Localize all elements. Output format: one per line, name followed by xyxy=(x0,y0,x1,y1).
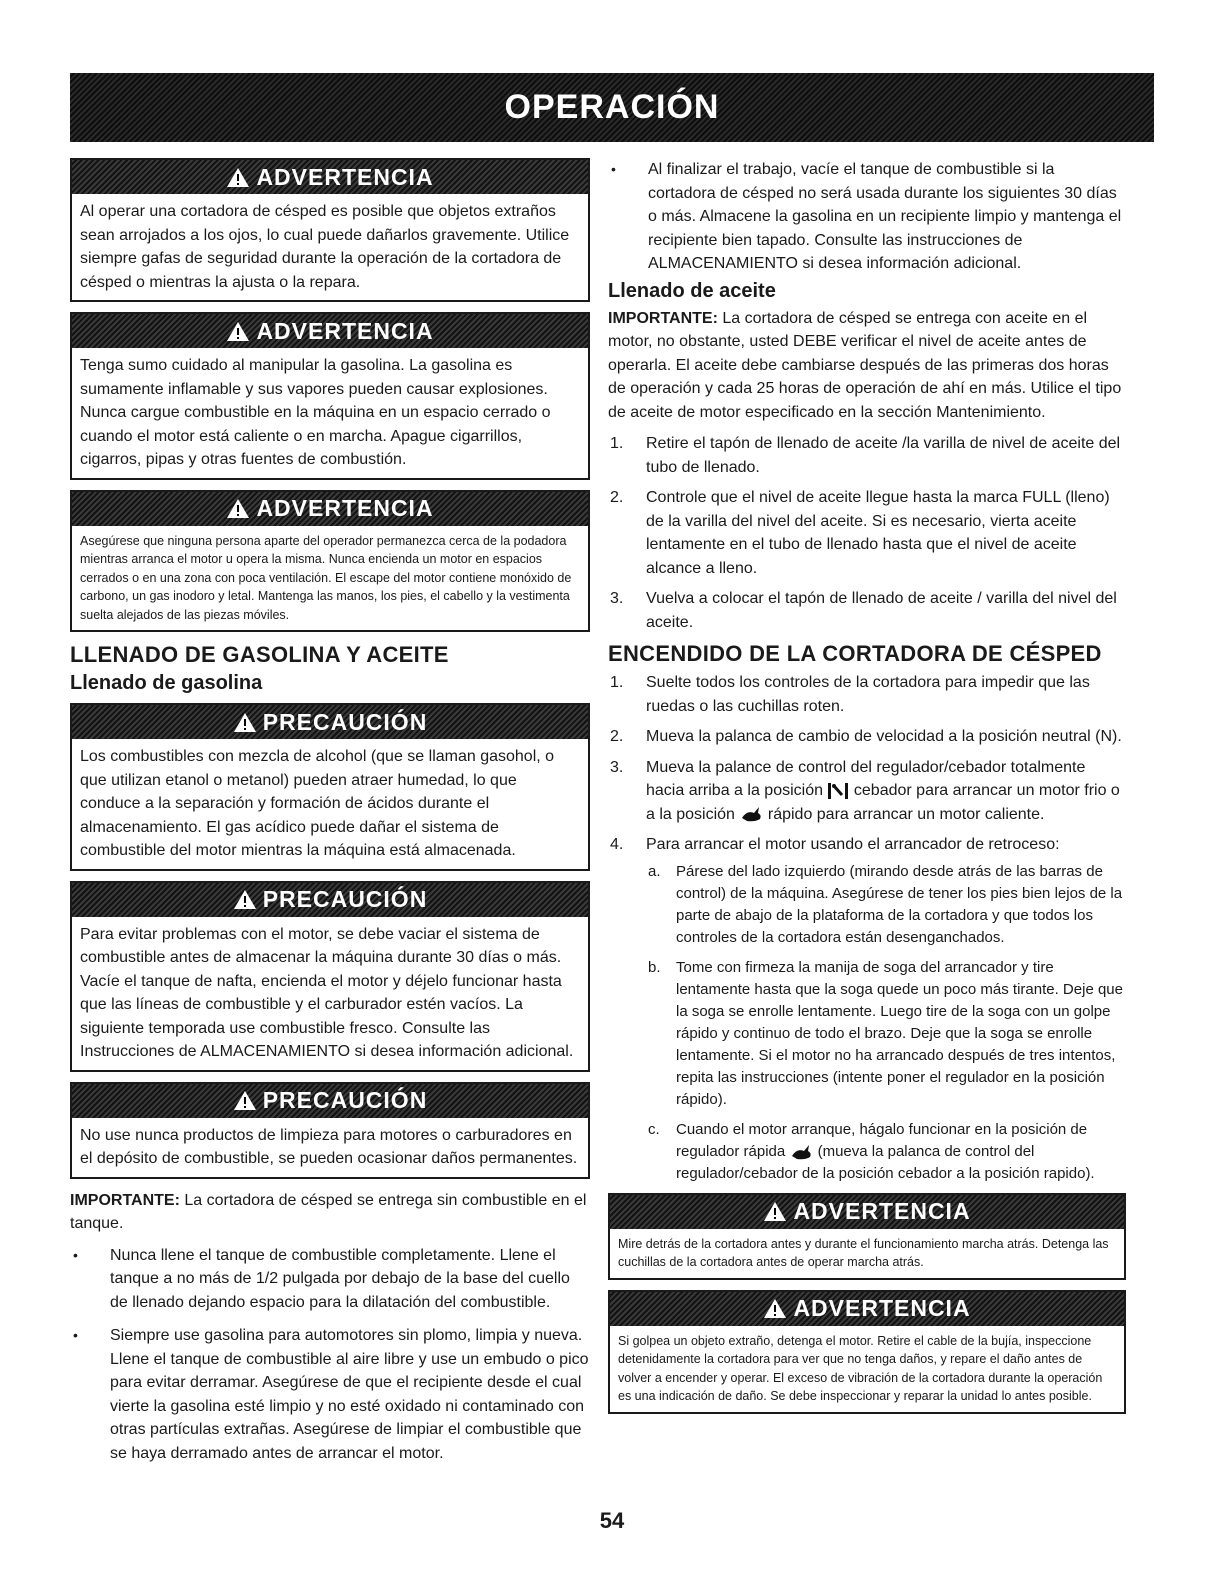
warning-triangle-icon xyxy=(233,889,257,910)
warning-triangle-icon xyxy=(226,498,250,519)
warning-header xyxy=(72,314,588,348)
caution-header xyxy=(72,883,588,917)
oil-important-note xyxy=(608,307,1126,425)
banner-title: OPERACIÓN xyxy=(504,88,720,126)
warning-title: ADVERTENCIA xyxy=(793,1295,971,1321)
warning-header xyxy=(610,1292,1124,1326)
warning-header xyxy=(72,492,588,526)
warning-body: Tenga sumo cuidado al manipular la gasolina. La gasolina es sumamente inflamable y sus vapores pueden causar explosiones. Nunca cargue combustible en la máquina en un espacio cerrado o cuando el motor está caliente o en marcha. Apague cigarrillos, cigarros, pipas y otras fuentes de combustión. xyxy=(80,357,551,468)
warning-header xyxy=(72,160,588,194)
warning-body: Al operar una cortadora de césped es posible que objetos extraños sean arrojados a los ojos, lo cual puede dañarlos gravemente. Utilice siempre gafas de seguridad durante la operación de la cortadora de césped o mientras la ajusta o la repara. xyxy=(80,203,570,291)
warning-box xyxy=(70,312,590,480)
warning-title: ADVERTENCIA xyxy=(256,317,434,344)
warning-triangle-icon xyxy=(233,712,257,733)
list-item: • Nunca llene el tanque de combustible completamente. Llene el tanque a no más de 1/2 pulgada por debajo de la base del cuello de llenado dejando espacio para la dilatación del combustible. xyxy=(70,1244,590,1315)
warning-header xyxy=(610,1195,1124,1229)
page-banner xyxy=(70,73,1154,142)
warning-title: ADVERTENCIA xyxy=(256,163,434,190)
warning-triangle-icon xyxy=(233,1090,257,1111)
rabbit-fast-icon xyxy=(789,1142,813,1162)
right-column xyxy=(608,158,1126,1424)
warning-box xyxy=(608,1193,1126,1280)
warning-body: Asegúrese que ninguna persona aparte del operador permanezca cerca de la podadora mientras arranca el motor u opera la misma. Nunca encienda un motor en espacios cerrados o en una zona con poca ventilación. El escape del motor contiene monóxido de carbono, un gas inodoro y letal. Mantenga las manos, los pies, el cabello y la vestimenta suelta alejados de las piezas móviles. xyxy=(80,533,572,622)
caution-body: Los combustibles con mezcla de alcohol (que se llaman gasohol, o que utilizan etanol o metanol) pueden atraer humedad, lo que conduce a la separación y formación de ácidos durante el almacenamiento. El gas acídico puede dañar el sistema de combustible del motor mientras la máquina está almacenada. xyxy=(80,748,555,859)
choke-icon xyxy=(827,782,849,800)
fuel-bullet-list-cont xyxy=(608,158,1126,276)
list-item: 4. Para arrancar el motor usando el arrancador de retroceso: a. Párese del lado izquierdo (mirando desde atrás de las barras de control) de la máquina. Asegúrese de tener los pies bien lejos de la parte de abajo de la plataforma de la cortadora y que todos los controles de la cortadora están desenganchados. b. Tome con firmeza la manija de soga del arrancador y tire lentamente hasta que la soga quede un poco más tirante. Deje que la soga se enrolle lentamente. Luego tire de la soga con un golpe rápido y continuo de todo el brazo. Deje que la soga se enrolle lentamente. Si el motor no ha arrancado después de tres intentos, repita las instrucciones (intente poner el regulador en la posición rápido). c. Cuando el motor arranque, hágalo funcionar en la posición de regulador rápida (mueva la palanca de control del regulador/cebador de la posición cebador a la posición rapido). xyxy=(608,833,1126,1185)
caution-title: PRECAUCIÓN xyxy=(262,708,428,735)
list-item: 3. Vuelva a colocar el tapón de llenado de aceite / varilla del nivel del aceite. xyxy=(610,590,1117,631)
warning-box xyxy=(70,158,590,302)
left-column xyxy=(70,158,590,1475)
caution-body: Para evitar problemas con el motor, se debe vaciar el sistema de combustible antes de almacenar la máquina durante 30 días o más. Vacíe el tanque de nafta, encienda el motor y déjelo funcionar hasta que las líneas de combustible y el carburador estén vacíos. La siguiente temporada use combustible fresco. Consulte las Instrucciones de ALMACENAMIENTO si desea información adicional. xyxy=(80,925,574,1060)
important-text: La cortadora de césped se entrega sin combustible en el tanque. xyxy=(70,1191,587,1232)
caution-header xyxy=(72,1084,588,1118)
caution-title: PRECAUCIÓN xyxy=(262,1087,428,1113)
list-item: 2. Mueva la palanca de cambio de velocidad a la posición neutral (N). xyxy=(610,728,1122,745)
warning-triangle-icon xyxy=(226,167,250,188)
subsection-title: Llenado de aceite xyxy=(608,279,776,302)
important-label: IMPORTANTE: xyxy=(70,1191,180,1209)
warning-title: ADVERTENCIA xyxy=(793,1198,971,1224)
list-item: a. Párese del lado izquierdo (mirando desde atrás de las barras de control) de la máquina. Asegúrese de tener los pies bien lejos de la parte de abajo de la plataforma de la cortadora y que todos los controles de la cortadora están desenganchados. xyxy=(648,862,1123,946)
caution-title: PRECAUCIÓN xyxy=(262,886,428,912)
warning-title: ADVERTENCIA xyxy=(256,495,434,521)
list-item: • Siempre use gasolina para automotores sin plomo, limpia y nueva. Llene el tanque de combustible al aire libre y use un embudo o pico para evitar derramar. Asegúrese de que el recipiente desde el cual vierte la gasolina esté limpio y no esté oxidado ni contaminado con otras partículas extrañas. Asegúrese de limpiar el combustible que se haya derramado antes de arrancar el motor. xyxy=(70,1324,590,1465)
caution-body: No use nunca productos de limpieza para motores o carburadores en el depósito de combustible, se pueden ocasionar daños permanentes. xyxy=(80,1126,578,1167)
list-item: 1. Suelte todos los controles de la cortadora para impedir que las ruedas o las cuchillas roten. xyxy=(610,674,1090,715)
warning-triangle-icon xyxy=(226,321,250,342)
caution-box xyxy=(70,703,590,871)
list-item: • Al finalizar el trabajo, vacíe el tanque de combustible si la cortadora de césped no será usada durante los siguientes 30 días o más. Almacene la gasolina en un recipiente limpio y mantenga el recipiente bien tapado. Consulte las instrucciones de ALMACENAMIENTO si desea información adicional. xyxy=(608,158,1126,276)
oil-steps xyxy=(608,432,1126,634)
start-steps xyxy=(608,671,1126,1185)
page-number: 54 xyxy=(599,1508,625,1533)
rabbit-fast-icon xyxy=(739,804,763,824)
section-title: ENCENDIDO DE LA CORTADORA DE CÉSPED xyxy=(608,641,1102,666)
caution-box xyxy=(70,881,590,1072)
warning-box xyxy=(70,490,590,633)
warning-box xyxy=(608,1290,1126,1414)
important-note xyxy=(70,1189,590,1236)
important-label: IMPORTANTE: xyxy=(608,309,718,327)
subsection-title: Llenado de gasolina xyxy=(70,672,263,694)
recoil-substeps xyxy=(646,861,1126,1185)
warning-body: Mire detrás de la cortadora antes y durante el funcionamiento marcha atrás. Detenga las cuchillas de la cortadora antes de operar marcha atrás. xyxy=(618,1236,1109,1269)
list-item: b. Tome con firmeza la manija de soga del arrancador y tire lentamente hasta que la soga quede un poco más tirante. Deje que la soga se enrolle lentamente. Luego tire de la soga con un golpe rápido y continuo de todo el brazo. Deje que la soga se enrolle lentamente. Si el motor no ha arrancado después de tres intentos, repita las instrucciones (intente poner el regulador en la posición rápido). xyxy=(648,958,1123,1108)
caution-header xyxy=(72,705,588,739)
list-item: 3. Mueva la palance de control del regulador/cebador totalmente hacia arriba a la posición cebador para arrancar un motor frio o a la posición rápido para arrancar un motor caliente. xyxy=(610,758,1120,823)
list-item: c. Cuando el motor arranque, hágalo funcionar en la posición de regulador rápida (mueva la palanca de control del regulador/cebador de la posición cebador a la posición rapido). xyxy=(648,1120,1095,1182)
caution-box xyxy=(70,1082,590,1179)
list-item: 1. Retire el tapón de llenado de aceite /la varilla de nivel de aceite del tubo de llenado. xyxy=(610,435,1121,476)
warning-triangle-icon xyxy=(763,1201,787,1222)
list-item: 2. Controle que el nivel de aceite llegue hasta la marca FULL (lleno) de la varilla del nivel del aceite. Si es necesario, vierta aceite lentamente en el tubo de llenado hasta que el nivel de aceite alcance a lleno. xyxy=(610,489,1110,577)
warning-triangle-icon xyxy=(763,1298,787,1319)
fuel-bullet-list xyxy=(70,1244,590,1466)
warning-body: Si golpea un objeto extraño, detenga el motor. Retire el cable de la bujía, inspeccione detenidamente la cortadora para ver que no tenga daños, y repare el daño antes de volver a encender y operar. El exceso de vibración de la cortadora durante la operación es una indicación de daño. Se debe inspeccionar y reparar la unidad lo antes posible. xyxy=(618,1333,1103,1403)
important-text: La cortadora de césped se entrega con aceite en el motor, no obstante, usted DEBE verificar el nivel de aceite antes de operarla. El aceite debe cambiarse después de las primeras dos horas de operación y cada 25 horas de operación de ahí en más. Utilice el tipo de aceite de motor especificado en la sección Mantenimiento. xyxy=(608,309,1122,421)
section-title: LLENADO DE GASOLINA Y ACEITE xyxy=(70,642,449,667)
